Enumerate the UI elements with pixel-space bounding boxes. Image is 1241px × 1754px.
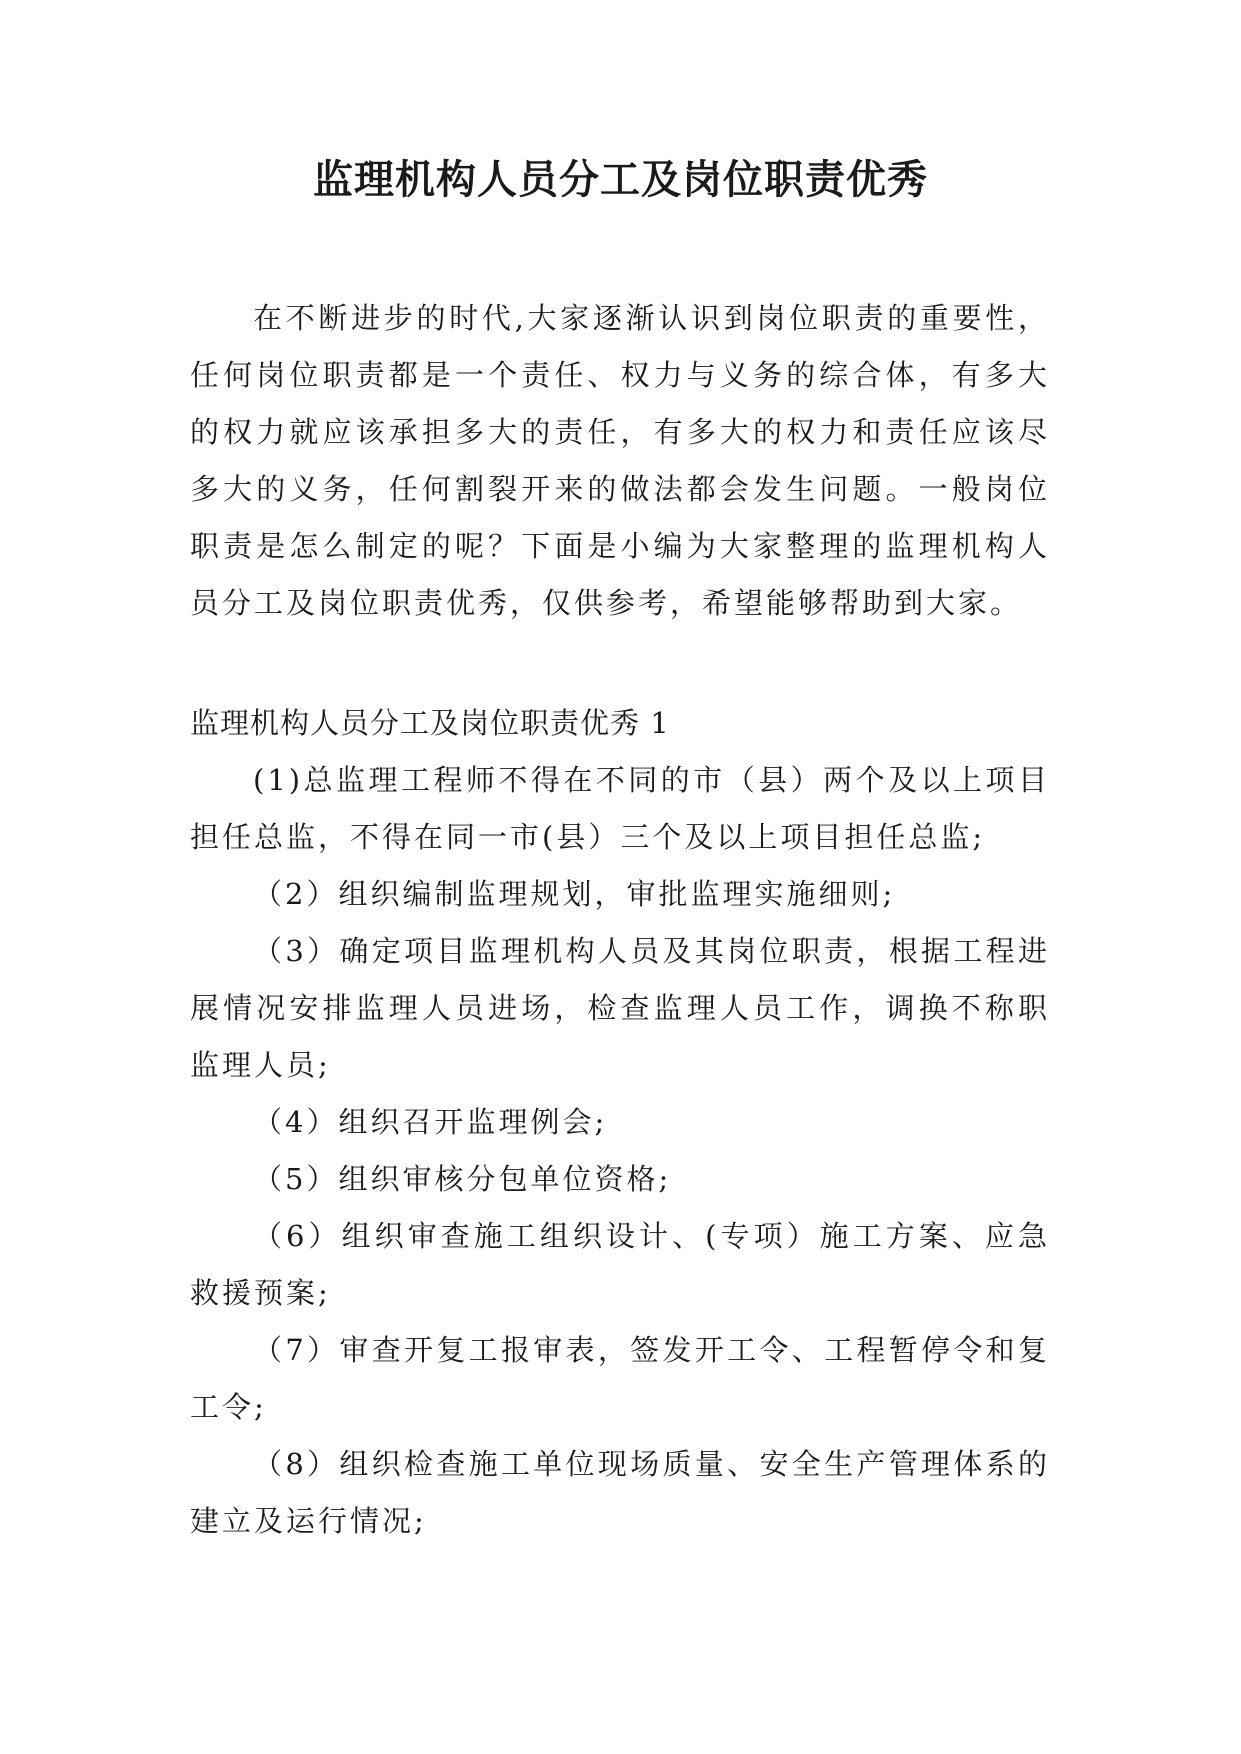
duty-item-4: （4）组织召开监理例会;	[253, 1105, 608, 1139]
duty-item-1: (1)总监理工程师不得在不同的市（县）两个及以上项目担任总监，不得在同一市(县）三个及以上项目担任总监;	[190, 763, 1050, 854]
duty-item-5: （5）组织审核分包单位资格;	[253, 1162, 672, 1196]
duty-item-7: （7）审查开复工报审表，签发开工令、工程暂停令和复工令;	[190, 1333, 1050, 1424]
duty-item-2: （2）组织编制监理规划，审批监理实施细则;	[253, 877, 896, 911]
duty-item-8: （8）组织检查施工单位现场质量、安全生产管理体系的建立及运行情况;	[190, 1447, 1050, 1538]
section-heading: 监理机构人员分工及岗位职责优秀 1	[190, 706, 670, 740]
duty-item-3: （3）确定项目监理机构人员及其岗位职责，根据工程进展情况安排监理人员进场，检查监理人员工作，调换不称职监理人员;	[190, 934, 1050, 1082]
duty-item-6: （6）组织审查施工组织设计、(专项）施工方案、应急救援预案;	[190, 1219, 1050, 1310]
duty-list	[190, 752, 1050, 1550]
document-title: 监理机构人员分工及岗位职责优秀	[313, 156, 928, 203]
intro-paragraph: 在不断进步的时代,大家逐渐认识到岗位职责的重要性，任何岗位职责都是一个责任、权力与义务的综合体，有多大的权力就应该承担多大的责任，有多大的权力和责任应该尽多大的义务，任何割裂开来的做法都会发生问题。一般岗位职责是怎么制定的呢？下面是小编为大家整理的监理机构人员分工及岗位职责优秀，仅供参考，希望能够帮助到大家。	[190, 301, 1050, 620]
